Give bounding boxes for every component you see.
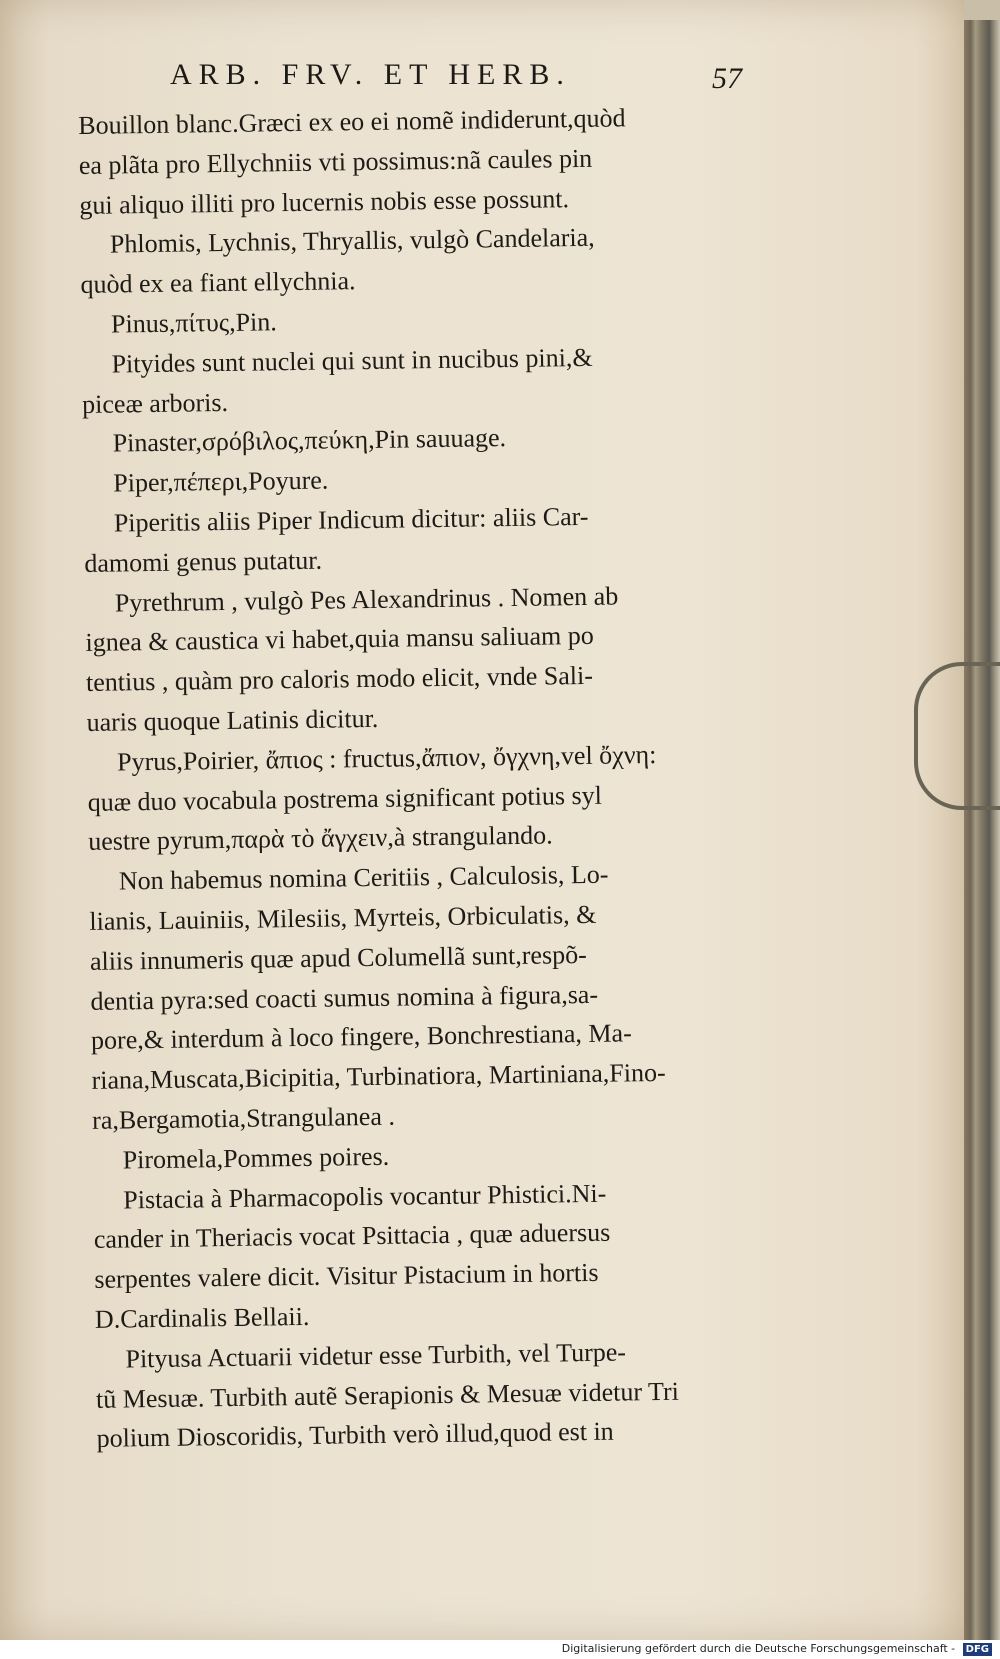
text-line: damomi genus putatur. xyxy=(84,545,323,578)
text-line: piceæ arboris. xyxy=(81,387,229,419)
book-page-edges xyxy=(964,20,1000,1640)
text-line: quòd ex ea fiant ellychnia. xyxy=(80,266,356,300)
text-line: aliis innumeris quæ apud Columellã sunt,respõ- xyxy=(89,939,587,976)
text-line: Pistacia à Pharmacopolis vocantur Phistici.Ni- xyxy=(123,1178,607,1214)
text-line: quæ duo vocabula postrema significant potius syl xyxy=(87,780,603,817)
text-line: riana,Muscata,Bicipitia, Turbinatiora, Martiniana,Fino- xyxy=(91,1058,666,1096)
text-line: pore,& interdum à loco fingere, Bonchrestiana, Ma- xyxy=(90,1018,632,1056)
text-line: Piromela,Pommes poires. xyxy=(122,1141,390,1175)
text-line: gui aliquo illiti pro lucernis nobis esse possunt. xyxy=(79,183,570,220)
text-line: Pityides sunt nuclei qui sunt in nucibus pini,& xyxy=(111,342,593,379)
footer-credit-text: Digitalisierung gefördert durch die Deutsche Forschungsgemeinschaft - xyxy=(561,1642,956,1655)
text-line: ra,Bergamotia,Strangulanea . xyxy=(91,1101,396,1135)
dfg-logo: DFG xyxy=(963,1643,992,1656)
text-line: Pinaster,σρόβιλος,πεύκη,Pin sauuage. xyxy=(112,423,507,458)
body-text xyxy=(78,97,757,1459)
text-line: D.Cardinalis Bellaii. xyxy=(94,1301,310,1334)
text-line: tentius , quàm pro caloris modo elicit, vnde Sali- xyxy=(85,661,594,698)
text-line: tũ Mesuæ. Turbith autẽ Serapionis & Mesuæ videtur Tri xyxy=(95,1376,680,1414)
text-line: uestre pyrum,παρὰ τὸ ἄγχειν,à strangulando. xyxy=(88,820,553,857)
text-line: Pinus,πίτυς,Pin. xyxy=(110,307,277,339)
text-line: serpentes valere dicit. Visitur Pistacium in hortis xyxy=(94,1257,599,1294)
page-edge-top xyxy=(964,0,1000,22)
text-line: lianis, Lauiniis, Milesiis, Myrteis, Orbiculatis, & xyxy=(89,899,597,936)
text-line: cander in Theriacis vocat Psittacia , quæ aduersus xyxy=(93,1217,611,1255)
text-line: Pityusa Actuarii videtur esse Turbith, vel Turpe- xyxy=(125,1337,627,1374)
page-number: 57 xyxy=(712,62,742,95)
text-line: Pyrethrum , vulgò Pes Alexandrinus . Nomen ab xyxy=(114,581,619,618)
text-line: Bouillon blanc.Græci ex eo ei nomẽ indiderunt,quòd xyxy=(78,103,626,140)
text-line: ea plãta pro Ellychniis vti possimus:nã caules pin xyxy=(78,143,593,180)
text-line: Pyrus,Poirier, ἄπιος : fructus,ἄπιον, ὄγχνη,vel ὄχνη: xyxy=(116,739,657,777)
text-line: polium Dioscoridis, Turbith verò illud,quod est in xyxy=(96,1416,614,1454)
text-line: ignea & caustica vi habet,quia mansu saliuam po xyxy=(85,621,594,658)
text-line: dentia pyra:sed coacti sumus nomina à figura,sa- xyxy=(90,979,599,1016)
text-line: Piper,πέπερι,Poyure. xyxy=(113,465,329,498)
text-line: uaris quoque Latinis dicitur. xyxy=(86,703,379,737)
text-line: Non habemus nomina Ceritiis , Calculosis, Lo- xyxy=(118,859,609,896)
text-line: Piperitis aliis Piper Indicum dicitur: aliis Car- xyxy=(113,501,589,538)
footer-credit xyxy=(562,1642,992,1656)
running-head: ARB. FRV. ET HERB. xyxy=(170,58,571,91)
page-clip xyxy=(914,662,1000,810)
text-line: Phlomis, Lychnis, Thryallis, vulgò Candelaria, xyxy=(109,223,595,259)
